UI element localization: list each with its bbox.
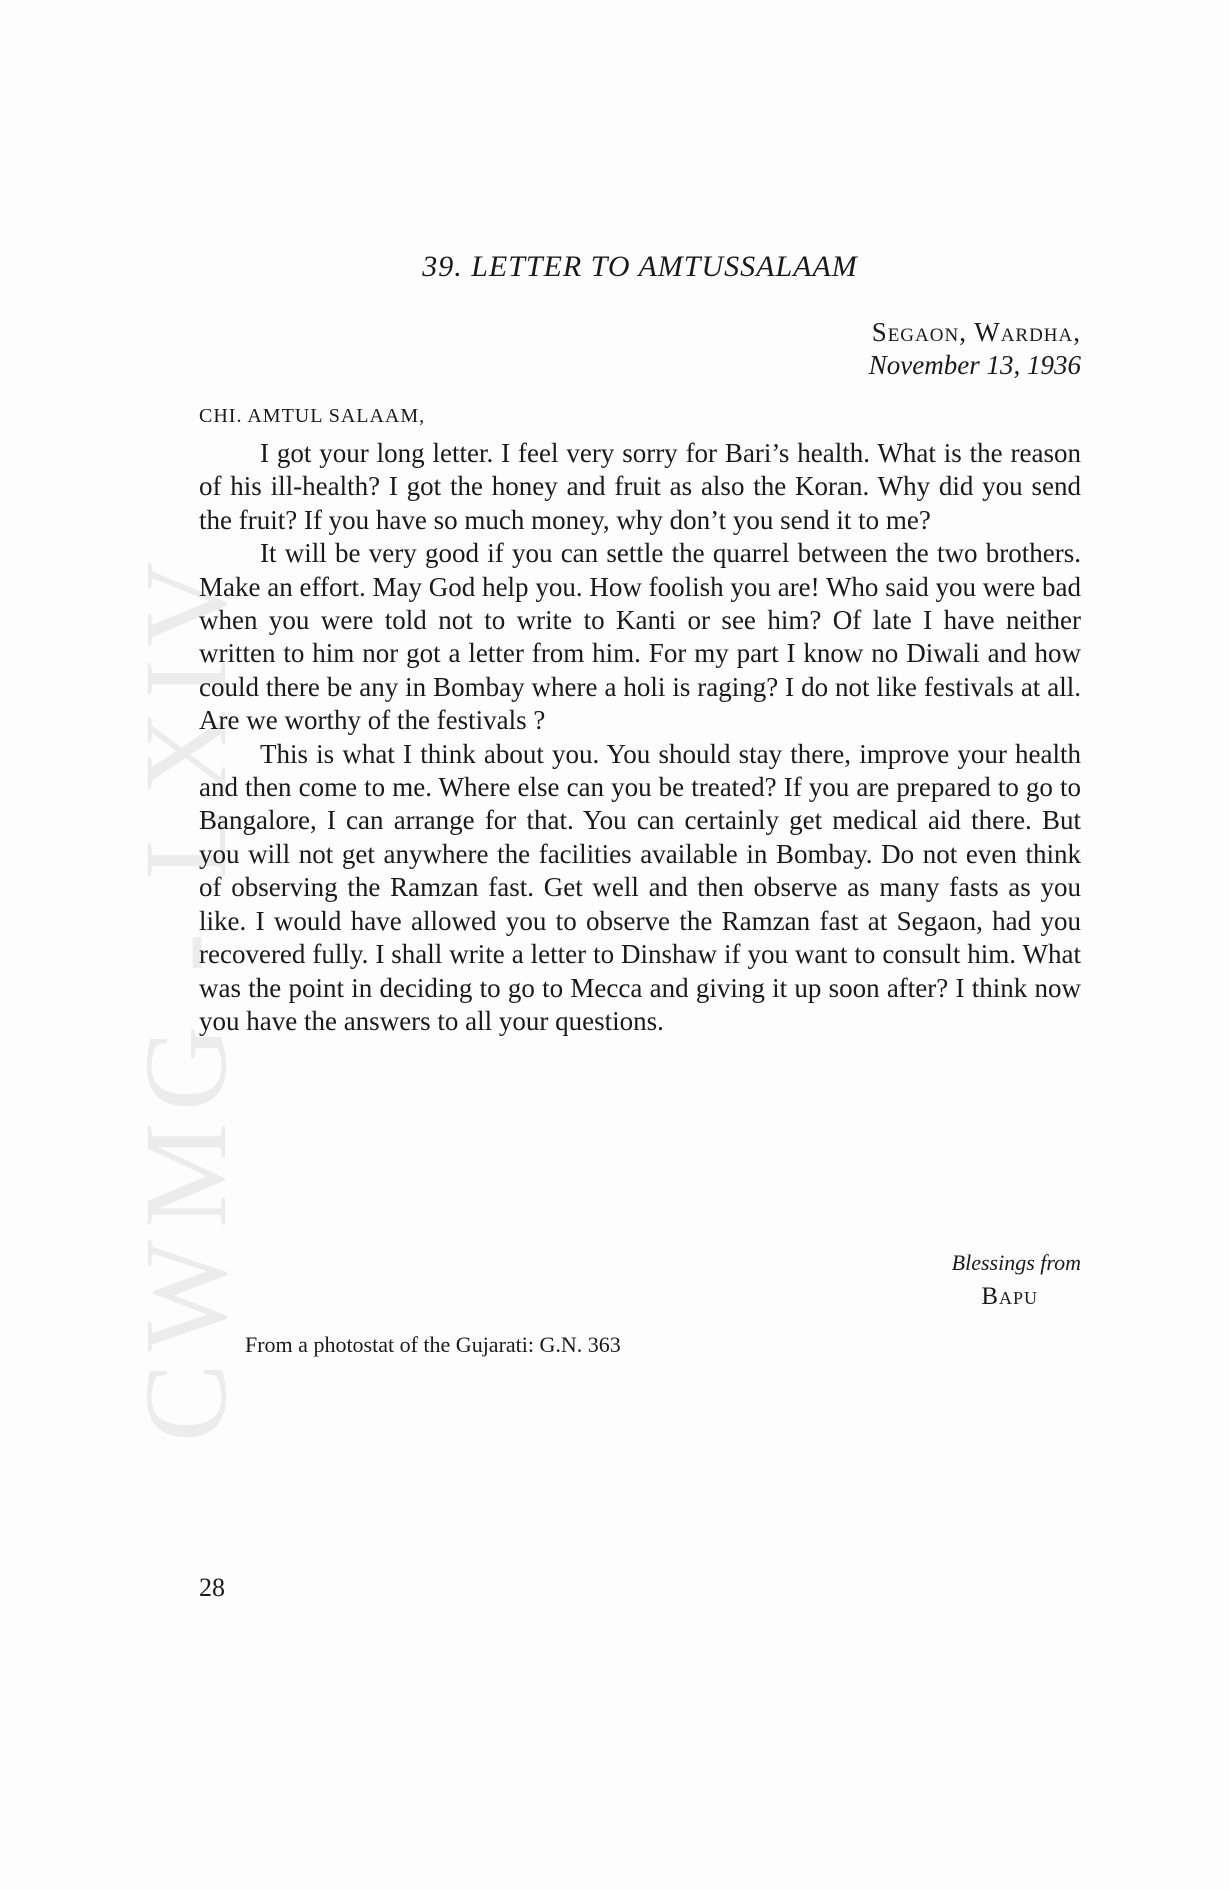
signature-name: Bapu	[981, 1283, 1038, 1310]
paragraph-2: It will be very good if you can settle the quarrel between the two brothers. Make an effort. May God help you. How foolish you are! Who said you were bad when you were told not to write to Kanti or see him? Of late I have neither written to him nor got a letter from him. For my part I know no Diwali and how could there be any in Bombay where a holi is raging? I do not like festivals at all. Are we worthy of the festivals ?	[199, 538, 1081, 736]
page-number: 28	[199, 1573, 225, 1602]
source-note: From a photostat of the Gujarati: G.N. 363	[245, 1332, 621, 1357]
dateline-place: Segaon, Wardha,	[871, 317, 1081, 347]
dateline-date: November 13, 1936	[868, 350, 1081, 380]
signature-blessing: Blessings from	[951, 1250, 1081, 1275]
paragraph-3: This is what I think about you. You should stay there, improve your health and then come to me. Where else can you be treated? If you are prepared to go to Bangalore, I can arrange for that. You can certainly get medical aid there. But you will not get anywhere the facilities available in Bombay. Do not even think of observing the Ramzan fast. Get well and then observe as many fasts as you like. I would have allowed you to observe the Ramzan fast at Segaon, had you recovered fully. I shall write a letter to Dinshaw if you want to consult him. What was the point in deciding to go to Mecca and giving it up soon after? I think now you have the answers to all your questions.	[199, 738, 1081, 1036]
paragraph-1: I got your long letter. I feel very sorry for Bari’s health. What is the reason of his ill-health? I got the honey and fruit as also the Koran. Why did you send the fruit? If you have so much money, why don’t you send it to me?	[199, 438, 1081, 535]
watermark: CWMG - LXIV	[120, 549, 251, 1442]
letter-title: 39. LETTER TO AMTUSSALAAM	[422, 250, 858, 283]
letter-body	[199, 437, 1081, 1038]
salutation: CHI. AMTUL SALAAM,	[199, 405, 426, 427]
